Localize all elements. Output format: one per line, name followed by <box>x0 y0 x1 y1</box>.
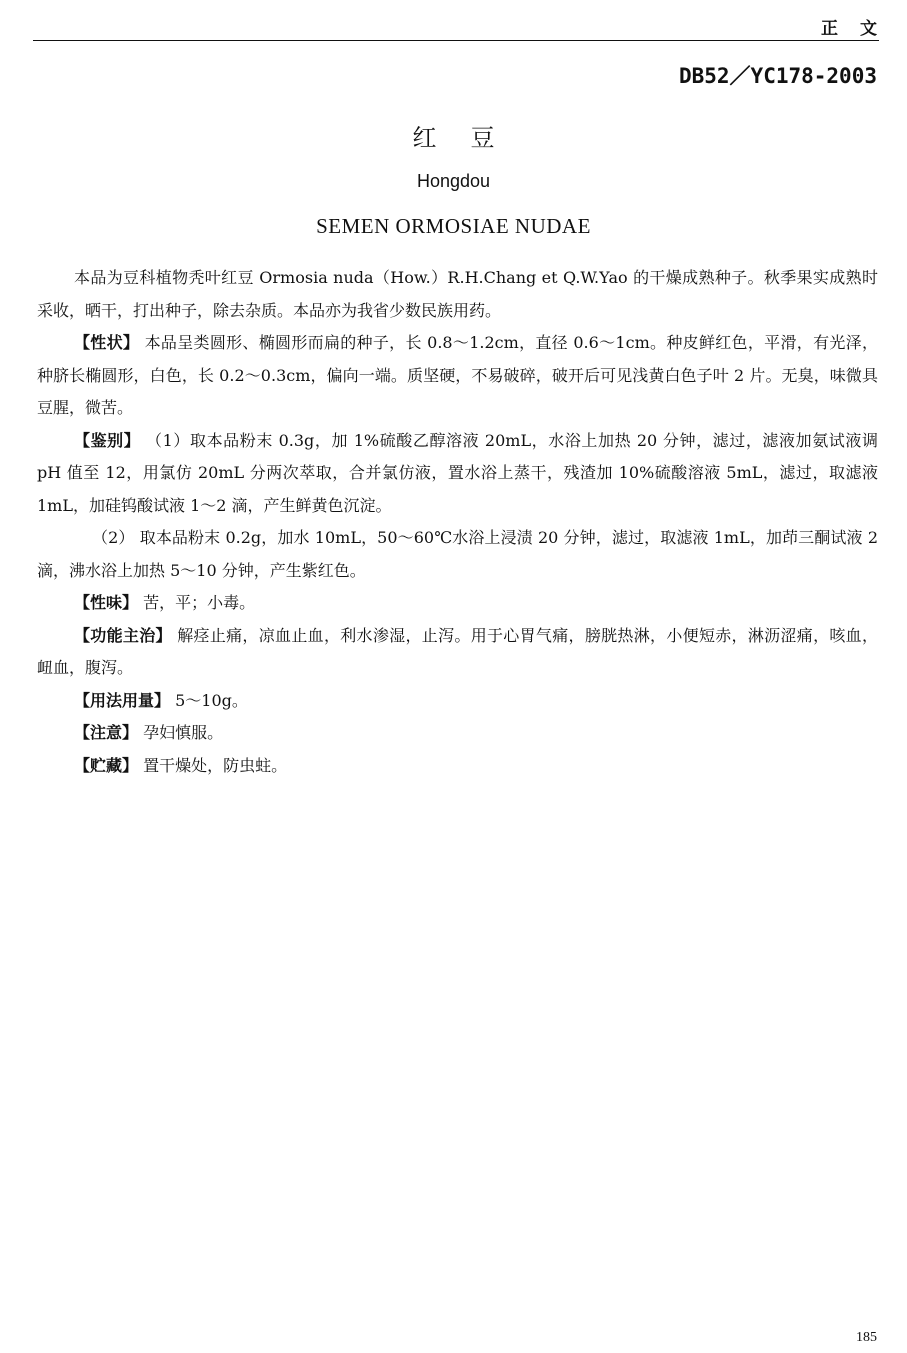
identification-label: 【鉴别】 <box>74 430 141 450</box>
storage-paragraph <box>37 750 878 783</box>
monograph-body <box>37 262 878 782</box>
caution-text: 孕妇慎服。 <box>138 723 224 742</box>
nature-text: 苦，平；小毒。 <box>138 593 256 612</box>
dosage-text: 5～10g。 <box>170 690 248 710</box>
section-tag: 正文 <box>821 19 899 39</box>
identification-text: （1）取本品粉末 0.3g，加 1%硫酸乙醇溶液 20mL，水浴上加热 20 分钟，滤过，滤液加氨试液调 pH 值至 12，用氯仿 20mL 分两次萃取，合并氯仿液，置水浴上蒸干，残渣加 10%硫酸溶液 5mL，滤过，取滤液 1mL，加硅钨酸试液 1～2 滴，产生鲜黄色沉淀。 <box>37 430 878 515</box>
standard-number: DB52／YC178-2003 <box>678 64 877 88</box>
dosage-paragraph <box>37 685 878 718</box>
identification-paragraph <box>37 425 878 523</box>
description-text: 本品呈类圆形、椭圆形而扁的种子，长 0.8～1.2cm，直径 0.6～1cm。种皮鲜红色，平滑，有光泽，种脐长椭圆形，白色，长 0.2～0.3cm，偏向一端。质坚硬，不易破碎，破开后可见浅黄白色子叶 2 片。无臭，味微具豆腥，微苦。 <box>37 333 878 417</box>
caution-label: 【注意】 <box>74 723 139 742</box>
nature-label: 【性味】 <box>74 593 139 612</box>
title-latin: SEMEN ORMOSIAE NUDAE <box>316 214 591 238</box>
functions-label: 【功能主治】 <box>74 625 172 645</box>
header-divider <box>33 40 879 41</box>
description-label: 【性状】 <box>74 333 140 352</box>
description-paragraph <box>37 327 878 425</box>
dosage-label: 【用法用量】 <box>74 690 171 710</box>
functions-paragraph <box>37 620 878 685</box>
title-chinese: 红豆 <box>412 124 529 152</box>
page-number: 185 <box>856 1330 877 1345</box>
intro-paragraph: 本品为豆科植物秃叶红豆 Ormosia nuda（How.）R.H.Chang et Q.W.Yao 的干燥成熟种子。秋季果实成熟时采收，晒干，打出种子，除去杂质。本品亦为我省少数民族用药。 <box>37 268 878 320</box>
identification-paragraph-2: （2） 取本品粉末 0.2g，加水 10mL，50～60℃水浴上浸渍 20 分钟，滤过，取滤液 1mL，加茚三酮试液 2 滴，沸水浴上加热 5～10 分钟，产生紫红色。 <box>37 528 878 580</box>
functions-text: 解痉止痛，凉血止血，利水渗湿，止泻。用于心胃气痛，膀胱热淋，小便短赤，淋沥涩痛，咳血，衄血，腹泻。 <box>37 625 878 677</box>
caution-paragraph <box>37 717 878 750</box>
storage-label: 【贮藏】 <box>74 755 139 775</box>
storage-text: 置干燥处，防虫蛀。 <box>138 755 288 775</box>
title-pinyin: Hongdou <box>416 171 491 191</box>
nature-paragraph <box>37 587 878 620</box>
